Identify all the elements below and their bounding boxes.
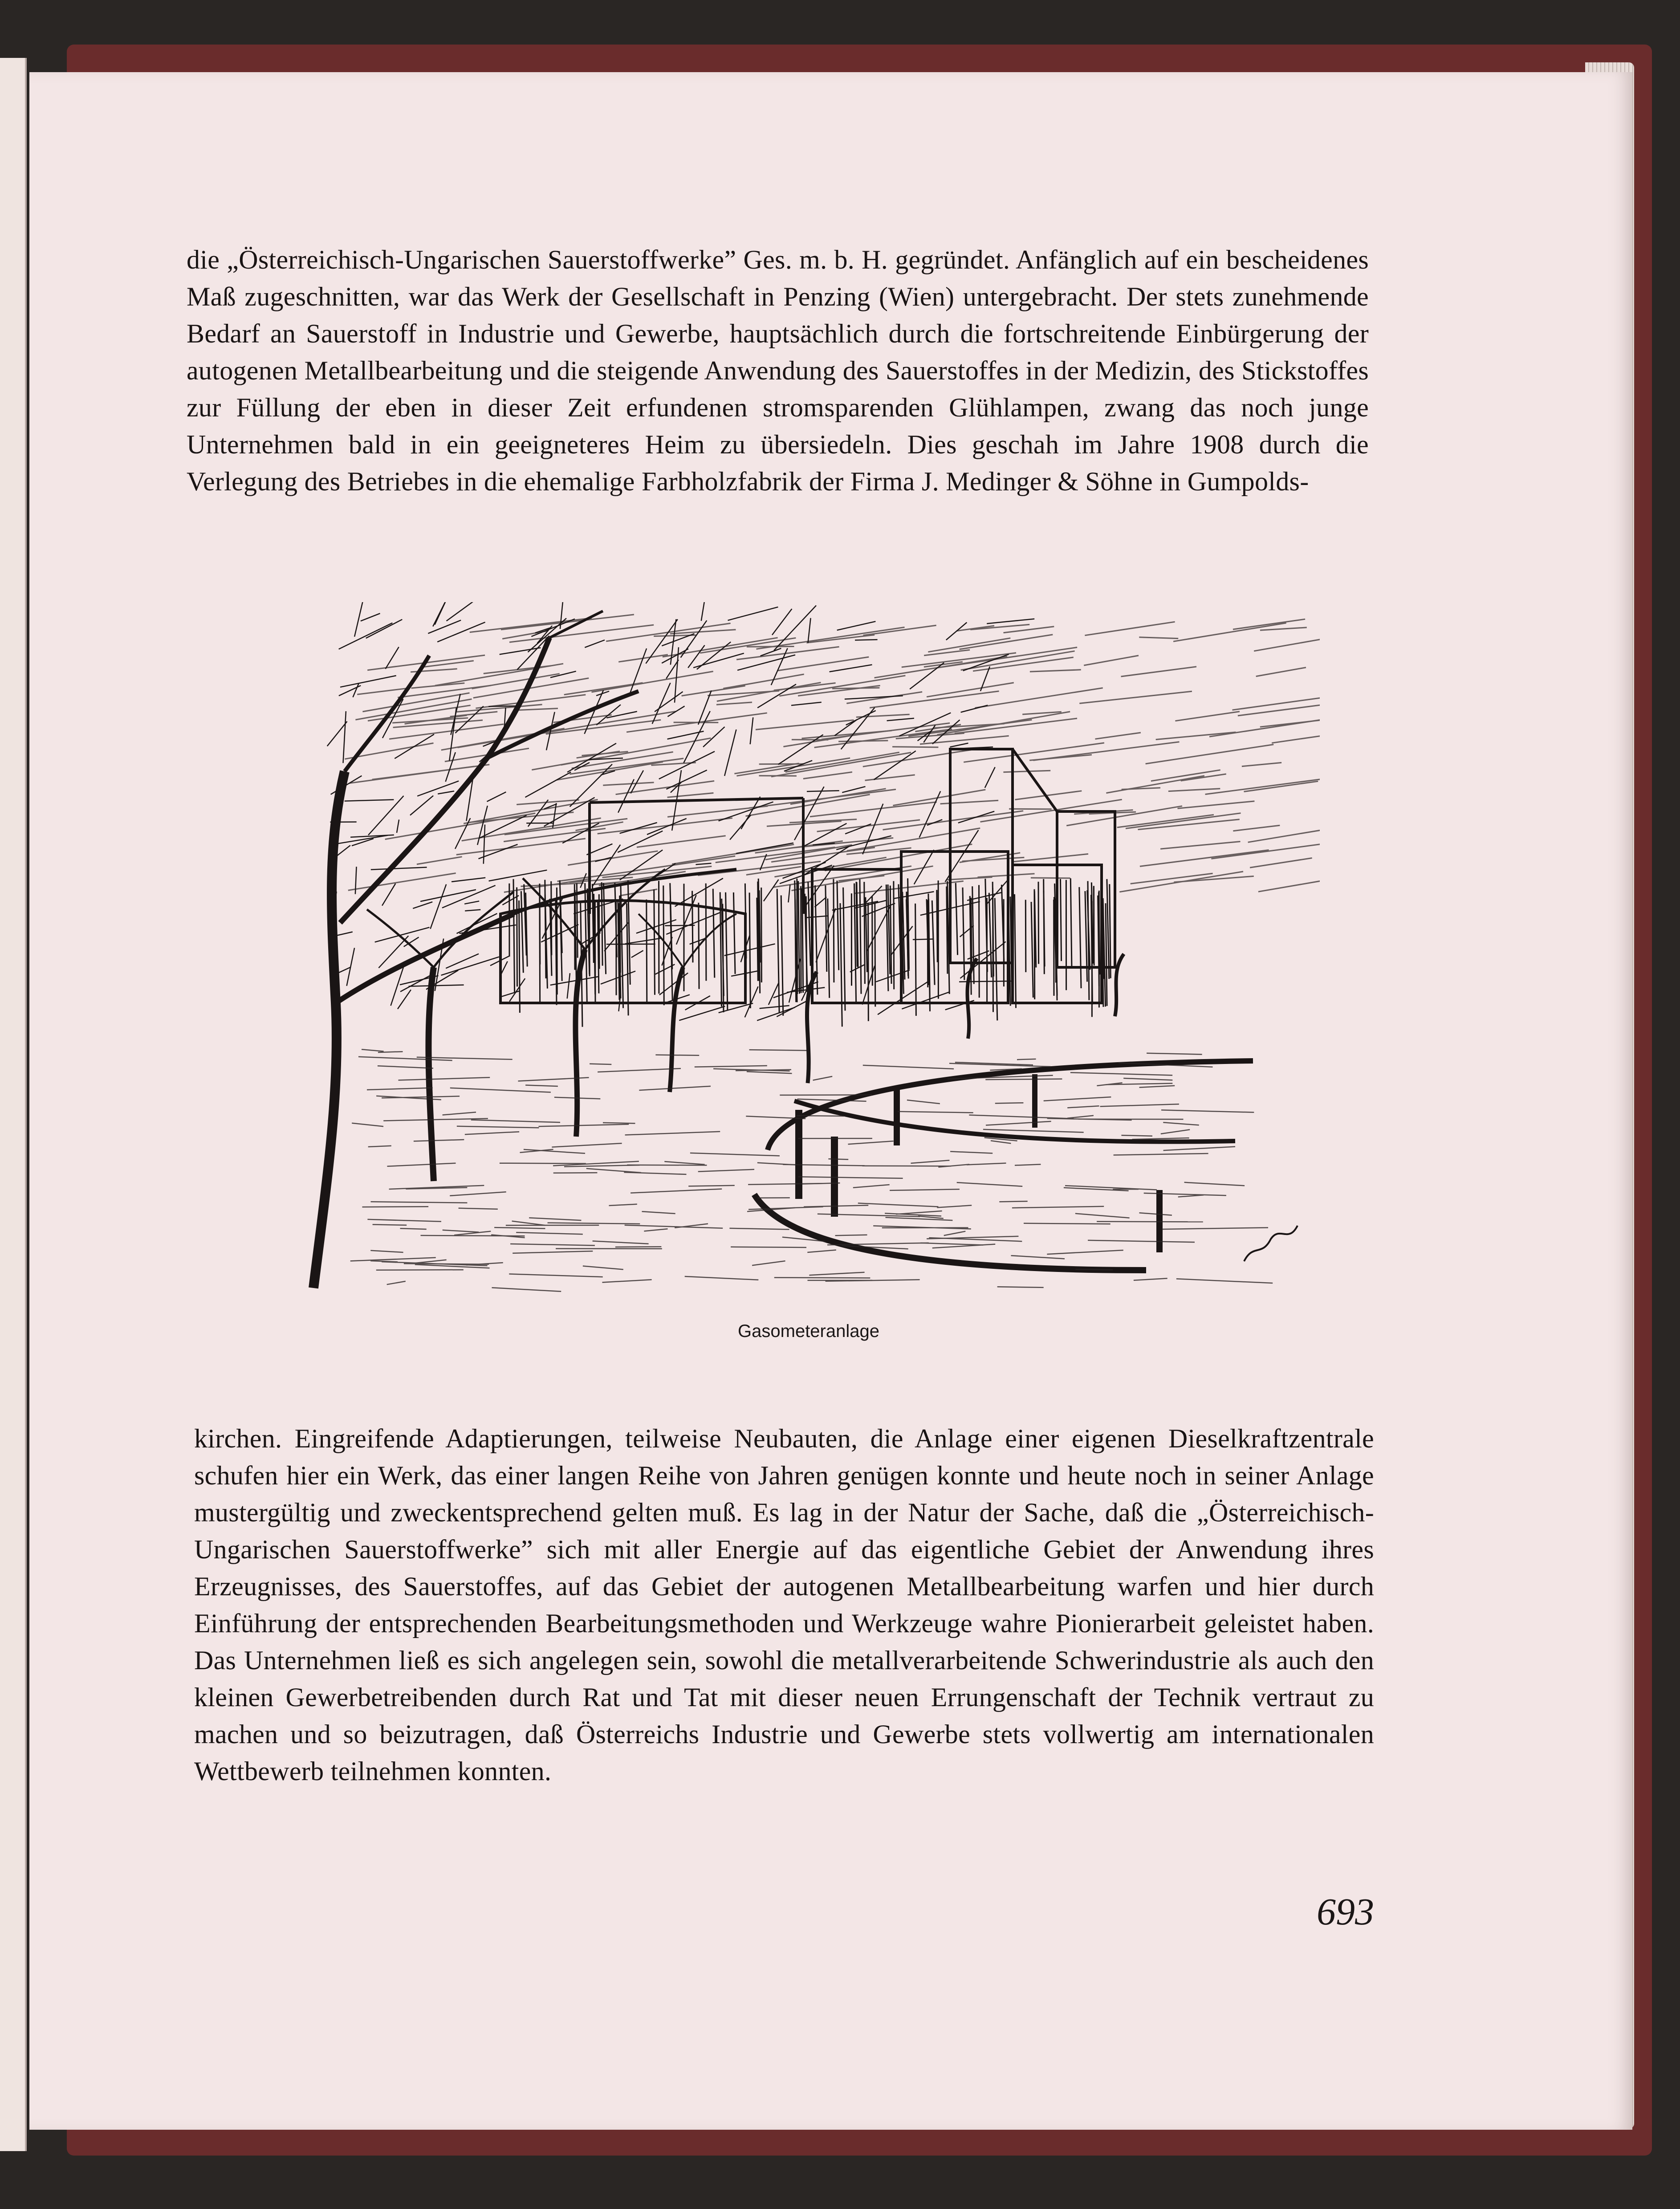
page-number: 693 [1317, 1890, 1374, 1933]
gasometer-ink-drawing [300, 602, 1320, 1301]
ground-hatching [350, 1049, 1273, 1292]
paragraph-2: kirchen. Eingreifende Adaptierungen, teilweise Neubauten, die Anlage einer eigenen Dieselkraftzentrale schufen hier ein Werk, das einer langen Reihe von Jahren genügen konnte und heute noch in seiner Anlage mustergültig und zweckentsprechend gelten muß. Es lag in der Natur der Sache, daß die „Österreichisch-Ungarischen Sauerstoffwerke” sich mit aller Energie auf das eigentliche Gebiet der Anwendung ihres Erzeugnisses, des Sauerstoffes, auf das Gebiet der autogenen Metallbearbeitung warfen und hier durch Einführung der entsprechenden Bearbeitungsmethoden und Werkzeuge wahre Pionierarbeit geleistet haben. Das Unternehmen ließ es sich angelegen sein, sowohl die metallverarbeitende Schwerindustrie als auch den kleinen Gewerbetreibenden durch Rat und Tat mit dieser neuen Errungenschaft der Technik vertraut zu machen und so beizutragen, daß Österreichs Industrie und Gewerbe stets vollwertig am internationalen Wettbewerb teilnehmen konnten. [194, 1424, 1374, 1786]
paragraph-1: die „Österreichisch-Ungarischen Sauerstoffwerke” Ges. m. b. H. gegründet. Anfänglich auf ein bescheidenes Maß zugeschnitten, war das Werk der Gesellschaft in Penzing (Wien) untergebracht. Der stets zunehmende Bedarf an Sauerstoff in Industrie und Gewerbe, hauptsächlich durch die fortschreitende Einbürgerung der autogenen Metallbearbeitung und die steigende Anwendung des Sauerstoffes in der Medizin, des Stickstoffes zur Füllung der eben in dieser Zeit erfundenen stromsparenden Glühlampen, zwang das noch junge Unternehmen bald in ein geeigneteres Heim zu übersiedeln. Dies geschah im Jahre 1908 durch die Verlegung des Betriebes in die ehemalige Farbholzfabrik der Firma J. Medinger & Söhne in Gumpolds- [187, 245, 1369, 496]
left-page-edge [0, 58, 27, 2151]
book-page [29, 72, 1632, 2130]
figure-caption: Gasometeranlage [738, 1321, 879, 1341]
artist-signature [1244, 1226, 1298, 1261]
figure-illustration [300, 602, 1320, 1301]
bare-tree-branches [313, 611, 1124, 1288]
